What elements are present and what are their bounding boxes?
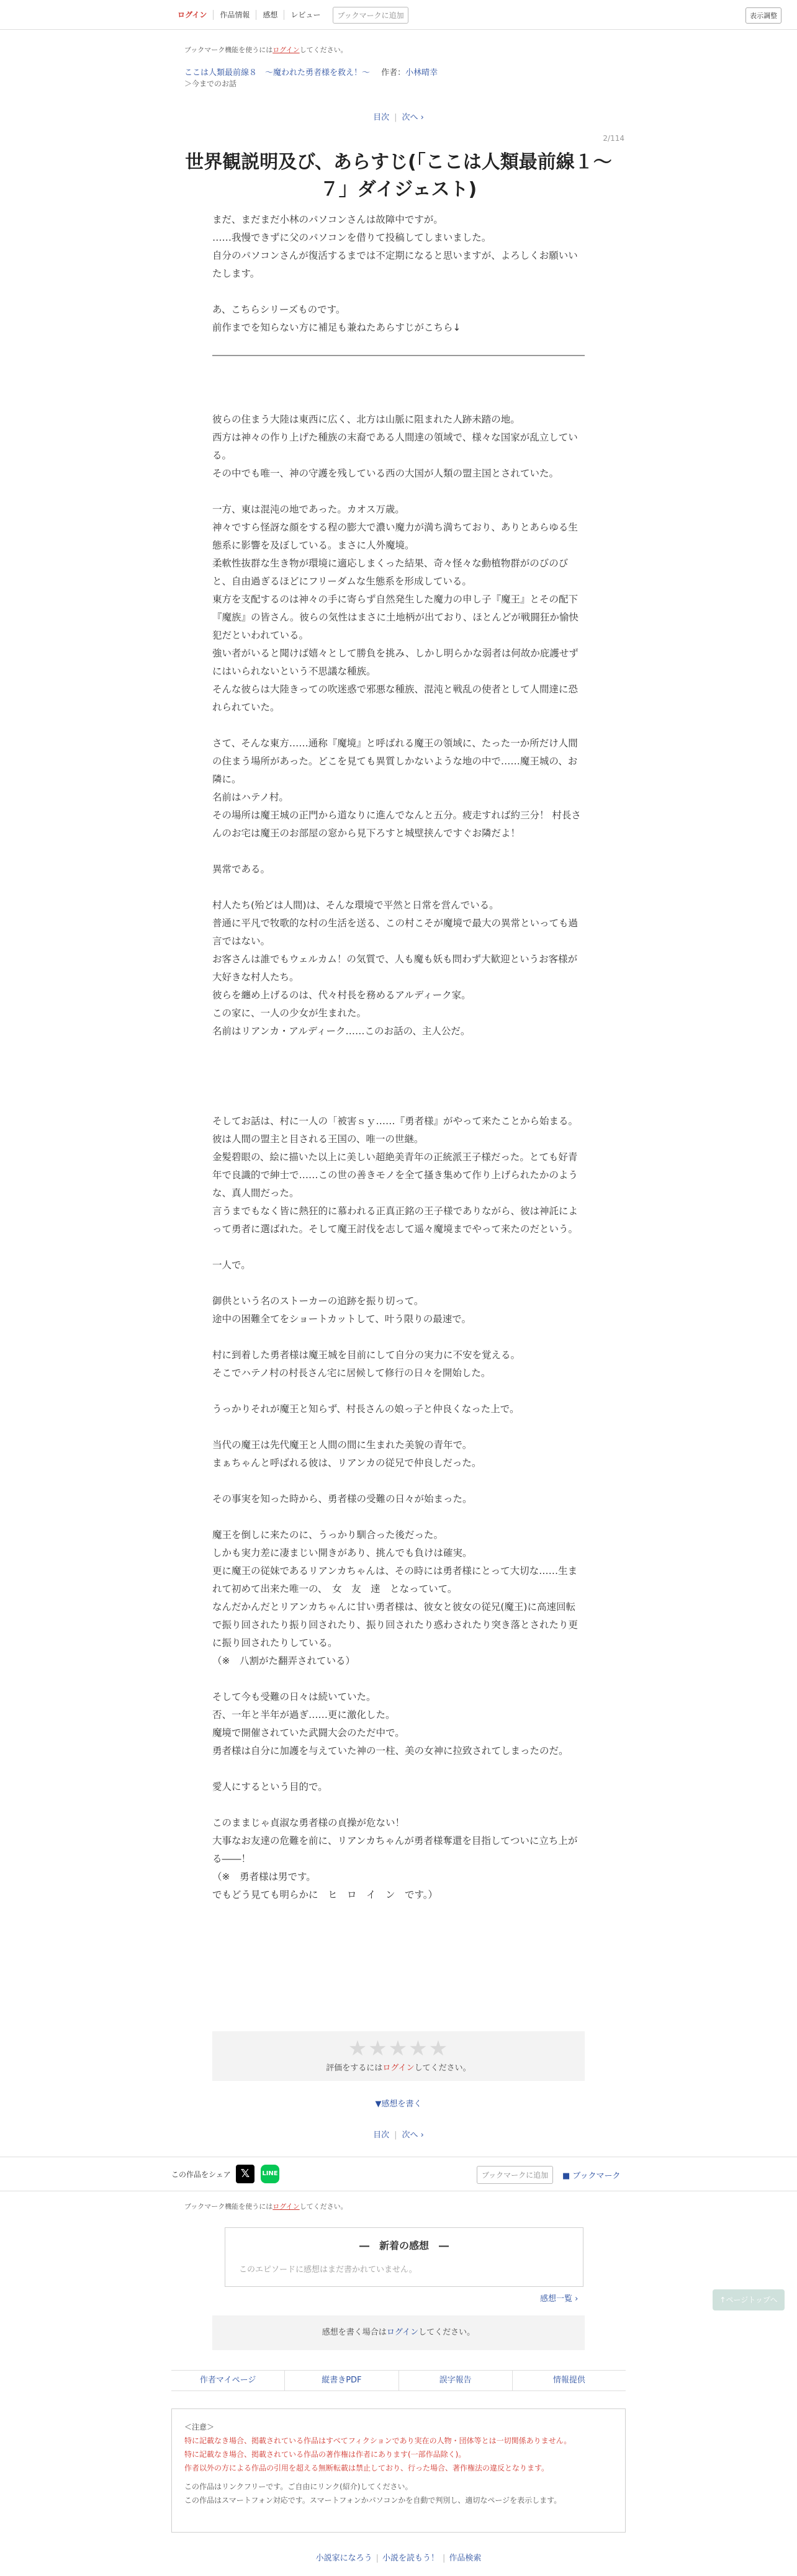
rating-box: [212, 2031, 585, 2081]
caution-box: [171, 2408, 626, 2533]
paragraph-line: [212, 1670, 585, 1688]
caution-red-line: 作者以外の方による作品の引用を超える無断転載は禁止しており、行った場合、著作権法の違反となります。: [184, 2464, 549, 2472]
rating-login-link[interactable]: ログイン: [382, 2064, 415, 2073]
episode-title: 世界観説明及び、あらすじ(「ここは人類最前線１～７」ダイジェスト): [185, 151, 612, 200]
paragraph-line: このままじゃ貞淑な勇者様の貞操が危ない！: [212, 1817, 405, 1828]
info-provide-link[interactable]: 情報提供: [552, 2376, 585, 2385]
paragraph-line: 彼らを纏め上げるのは、代々村長を務めるアルディーク家。: [212, 990, 471, 1001]
bookmark-login-notice-bottom: [184, 2201, 348, 2211]
paragraph-line: [212, 1076, 585, 1094]
search-link[interactable]: 作品検索: [449, 2554, 482, 2563]
paragraph-line: （※ 八割がた翻弄されている）: [212, 1655, 355, 1666]
write-post: してください。: [418, 2328, 475, 2337]
paragraph-line: まだ、まだまだ小林のパソコンさんは故障中ですが。: [212, 214, 443, 225]
toc-link-bottom[interactable]: 目次: [373, 2131, 390, 2140]
review-link[interactable]: レビュー: [290, 11, 321, 19]
paragraph-line: [212, 1040, 585, 1058]
paragraph-line: [212, 1760, 585, 1778]
x-share-icon[interactable]: 𝕏: [236, 2165, 254, 2183]
paragraph-line: 自分のパソコンさんが復活するまでは不定期になると思いますが、よろしくお願いいたします。: [212, 250, 578, 279]
paragraph-line: 言うまでもなく皆に熱狂的に慕われる正真正銘の王子様でありながら、彼は神託によって勇者に選ばれた。そして魔王討伐を志して遥々魔境までやって来たのだという。: [212, 1205, 579, 1235]
previous-stories-link[interactable]: ＞今までのお話: [184, 79, 237, 88]
paragraph-line: [212, 1418, 585, 1436]
footer-nav: [171, 2370, 626, 2391]
paragraph-line: さて、そんな東方……通称『魔境』と呼ばれる魔王の領域に、たった一か所だけ人間の住まう場所があった。どこを見ても異質しかないような地の中で……魔王城の、お隣に。: [212, 738, 578, 785]
paragraph-line: [212, 483, 585, 501]
rating-pre: 評価をするには: [326, 2064, 383, 2073]
notice-login-link[interactable]: ログイン: [272, 46, 300, 54]
caution-red-line: 特に記載なき場合、掲載されている作品の著作権は作者にあります(一部作品除く)。: [184, 2450, 466, 2459]
paragraph-line: そして今も受難の日々は続いていた。: [212, 1691, 376, 1702]
paragraph-line: なんだかんだとリアンカちゃんに甘い勇者様は、彼女と彼女の従兄(魔王)に高速回転で振り回されたり振り回されたり、振り回されたり惑わされたり突き落とされたり更に振り回されたりしている。: [212, 1601, 579, 1648]
newest-kansou-box: [225, 2227, 583, 2287]
write-kansou-box: [212, 2315, 585, 2350]
paragraph-line: [212, 843, 585, 861]
paragraph-line: [212, 1238, 585, 1256]
notice-post: してください。: [299, 46, 348, 54]
paragraph-line: 勇者様は自分に加護を与えていた神の一柱、美の女神に拉致されてしまったのだ。: [212, 1745, 569, 1756]
episode-counter: 2/114: [603, 134, 624, 143]
paragraph-line: [212, 1472, 585, 1490]
author-mypage-link[interactable]: 作者マイページ: [171, 2371, 285, 2390]
paragraph-line: 強い者がいると聞けば嬉々として勝負を挑み、しかし明らかな弱者は何故か庇護せずにはいられないという不思議な種族。: [212, 648, 579, 677]
preface-text: [212, 211, 585, 337]
paragraph-line: 神々ですら怪訝な顔をする程の膨大で濃い魔力が満ち満ちており、ありとあらゆる生態系に影響を及ぼしている。まさに人外魔境。: [212, 522, 578, 551]
paragraph-line: [212, 879, 585, 897]
paragraph-line: お客さんは誰でもウェルカム！の気質で、人も魔も妖も問わず大歓迎というお客様が大好きな村人たち。: [212, 954, 578, 983]
paragraph-line: その事実を知った時から、勇者様の受難の日々が始まった。: [212, 1493, 472, 1505]
paragraph-line: 金髪碧眼の、絵に描いた以上に美しい超絶美青年の正統派王子様だった。とても好青年で良識的で紳士で……この世の善きモノを全て搔き集めて作り上げられたかのような、真人間だった。: [212, 1152, 578, 1199]
author-link[interactable]: 小林晴幸: [405, 68, 438, 78]
paragraph-line: [212, 717, 585, 735]
paragraph-line: 柔軟性抜群な生き物が環境に適応しまくった結果、奇々怪々な動植物群がのびのびと、自由過ぎるほどにフリーダムな生態系を形成している。: [212, 558, 569, 587]
paragraph-line: 彼は人間の盟主と目される王国の、唯一の世継。: [212, 1134, 424, 1145]
paragraph-line: そしてお話は、村に一人の「被害ｓｙ……『勇者様』がやって来たことから始まる。: [212, 1116, 579, 1127]
paragraph-line: （※ 勇者様は男です。: [212, 1871, 316, 1882]
paragraph-line: 否、一年と半年が過ぎ……更に激化した。: [212, 1709, 395, 1720]
paragraph-line: 前作までを知らない方に補足も兼ねたあらすじがこちら↓: [212, 322, 461, 333]
display-settings-button[interactable]: 表示調整: [745, 7, 781, 24]
star-rating-icon[interactable]: ★★★★★: [348, 2036, 449, 2061]
paragraph-line: 途中の困難全てをショートカットして、叶う限りの最速で。: [212, 1313, 471, 1325]
paragraph-line: でもどう見ても明らかに ヒ ロ イ ン です。）: [212, 1889, 438, 1900]
paragraph-line: ……我慢できずに父のパソコンを借りて投稿してしまいました。: [212, 232, 492, 243]
series-title-link[interactable]: ここは人類最前線８ ～魔われた勇者様を救え！～: [184, 68, 371, 78]
bookmark-add-button[interactable]: ブックマークに追加: [333, 7, 408, 24]
paragraph-line: 東方を支配するのは神々の手に寄らず自然発生した魔力の申し子『魔王』とその配下『魔族』の皆さん。彼らの気性はまさに土地柄が出ており、ほとんどが戦闘狂か愉快犯だといわれている。: [212, 594, 579, 641]
notice-pre-bottom: ブックマーク機能を使うには: [184, 2203, 273, 2211]
kansou-list-link[interactable]: 感想一覧 ›: [540, 2294, 579, 2304]
paragraph-line: 村人たち(殆どは人間)は、そんな環境で平然と日常を営んでいる。: [212, 900, 499, 911]
page-top-button[interactable]: ↑ページトップへ: [713, 2289, 785, 2310]
header-nav: [171, 6, 408, 24]
paragraph-line: [212, 1796, 585, 1814]
paragraph-line: 西方は神々の作り上げた種族の末裔である人間達の領域で、様々な国家が乱立している。: [212, 432, 578, 461]
paragraph-line: そんな彼らは大陸きっての吹迷惑で邪悪な種族、混沌と戦乱の使者として人間達に恐れられていた。: [212, 684, 579, 713]
breadcrumb: [184, 66, 438, 88]
line-share-icon[interactable]: LINE: [261, 2165, 279, 2183]
notice-pre: ブックマーク機能を使うには: [184, 46, 273, 54]
paragraph-line: うっかりそれが魔王と知らず、村長さんの娘っ子と仲良くなった上で。: [212, 1403, 520, 1415]
caution-gray-line: この作品はスマートフォン対応です。スマートフォンかパソコンかを自動で判別し、適切なページを表示します。: [184, 2496, 562, 2505]
next-link[interactable]: 次へ ›: [402, 113, 424, 122]
paragraph-line: 彼らの住まう大陸は東西に広く、北方は山脈に阻まれた人跡未踏の地。: [212, 414, 520, 425]
narou-link[interactable]: 小説家になろう: [315, 2554, 372, 2563]
vertical-pdf-link[interactable]: 縦書きPDF: [285, 2371, 398, 2390]
write-pre: 感想を書く場合は: [322, 2328, 387, 2337]
paragraph-line: 愛人にするという目的で。: [212, 1781, 328, 1792]
share-label: この作品をシェア: [171, 2170, 231, 2179]
caution-red-line: 特に記載なき場合、掲載されている作品はすべてフィクションであり実在の人物・団体等とは一切関係ありません。: [184, 2436, 572, 2445]
paragraph-line: この家に、一人の少女が生まれた。: [212, 1008, 367, 1019]
share-bar: [0, 2157, 797, 2191]
top-pager: 目次 | 次へ ›: [373, 113, 424, 122]
write-kansou-toggle[interactable]: ▼感想を書く: [375, 2100, 422, 2109]
rating-login-notice: [212, 2061, 585, 2073]
paragraph-line: 魔境で開催されていた武闘大会のただ中で。: [212, 1727, 405, 1738]
paragraph-line: 一人で。: [212, 1259, 251, 1271]
toc-link[interactable]: 目次: [373, 113, 390, 122]
paragraph-line: そこでハテノ村の村長さん宅に居候して修行の日々を開始した。: [212, 1367, 491, 1379]
paragraph-line: 魔王を倒しに来たのに、うっかり馴合った後だった。: [212, 1529, 444, 1541]
paragraph-line: [212, 1058, 585, 1076]
bookmark-login-notice: [184, 45, 348, 55]
login-link[interactable]: ログイン: [171, 10, 214, 20]
paragraph-line: 大事なお友達の危難を前に、リアンカちゃんが勇者様奪還を目指してついに立ち上がる――！: [212, 1835, 578, 1864]
preface-divider: [212, 355, 585, 356]
paragraph-line: [212, 1328, 585, 1346]
bookmark-add-button-bottom[interactable]: ブックマークに追加: [477, 2166, 553, 2184]
typo-report-link[interactable]: 誤字報告: [399, 2371, 513, 2390]
paragraph-line: しかも実力差に凄まじい開きがあり、挑んでも負けは確実。: [212, 1547, 472, 1559]
paragraph-line: 御供という名のストーカーの追跡を振り切って。: [212, 1295, 424, 1307]
bookmark-link[interactable]: ■ ブックマーク: [562, 2171, 621, 2181]
bottom-links: 小説家になろう | 小説を読もう！ | 作品検索: [315, 2554, 482, 2563]
bottom-pager: 目次 | 次へ ›: [373, 2131, 424, 2140]
previous-stories-label: 今までのお話: [192, 79, 237, 88]
paragraph-line: 名前はリアンカ・アルディーク……このお話の、主人公だ。: [212, 1026, 471, 1037]
story-text: [212, 411, 585, 1904]
paragraph-line: 当代の魔王は先代魔王と人間の間に生まれた美貌の青年で。: [212, 1439, 472, 1451]
top-navigation-bar: [0, 0, 797, 30]
work-info-link[interactable]: 作品情報: [214, 10, 256, 20]
write-login-link[interactable]: ログイン: [386, 2328, 419, 2337]
yomou-link[interactable]: 小説を読もう！: [382, 2554, 439, 2563]
paragraph-line: 普通に平凡で牧歌的な村の生活を送る、この村こそが魔境で最大の異常といっても過言ではない。: [212, 918, 579, 947]
paragraph-line: [212, 1274, 585, 1292]
next-link-bottom[interactable]: 次へ ›: [402, 2131, 424, 2140]
rating-post: してください。: [414, 2064, 471, 2073]
paragraph-line: [212, 283, 585, 301]
paragraph-line: [212, 1508, 585, 1526]
paragraph-line: 名前はハテノ村。: [212, 792, 289, 803]
caution-gray-line: この作品はリンクフリーです。ご自由にリンク(紹介)してください。: [184, 2482, 413, 2491]
paragraph-line: 一方、東は混沌の地であった。カオス万歳。: [212, 504, 405, 515]
paragraph-line: まぁちゃんと呼ばれる彼は、リアンカの従兄で仲良しだった。: [212, 1457, 482, 1469]
newest-kansou-empty: このエピソードに感想はまだ書かれていません。: [239, 2265, 417, 2274]
paragraph-line: 更に魔王の従妹であるリアンカちゃんは、その時には勇者様にとって大切な……生まれて初めて出来た唯一の、 女 友 達 となっていて。: [212, 1565, 578, 1594]
paragraph-line: 異常である。: [212, 864, 271, 875]
paragraph-line: その場所は魔王城の正門から道なりに進んでなんと五分。疲走すれば約三分！ 村長さんのお宅は魔王のお部屋の窓から見下ろすと城壁挟んですぐお隣だよ！: [212, 810, 581, 839]
kansou-link[interactable]: 感想: [256, 10, 284, 20]
paragraph-line: [212, 1382, 585, 1400]
paragraph-line: その中でも唯一、神の守護を残している西の大国が人類の盟主国とされていた。: [212, 468, 559, 479]
newest-kansou-heading: ― 新着の感想 ―: [359, 2240, 449, 2252]
author-label: 作者：: [381, 68, 406, 78]
notice-login-link-bottom[interactable]: ログイン: [272, 2203, 300, 2211]
paragraph-line: あ、こちらシリーズものです。: [212, 304, 346, 315]
caution-heading: ＜注意＞: [184, 2423, 215, 2431]
paragraph-line: [212, 1094, 585, 1112]
paragraph-line: 村に到着した勇者様は魔王城を目前にして自分の実力に不安を覚える。: [212, 1349, 521, 1361]
notice-post-bottom: してください。: [299, 2203, 348, 2211]
